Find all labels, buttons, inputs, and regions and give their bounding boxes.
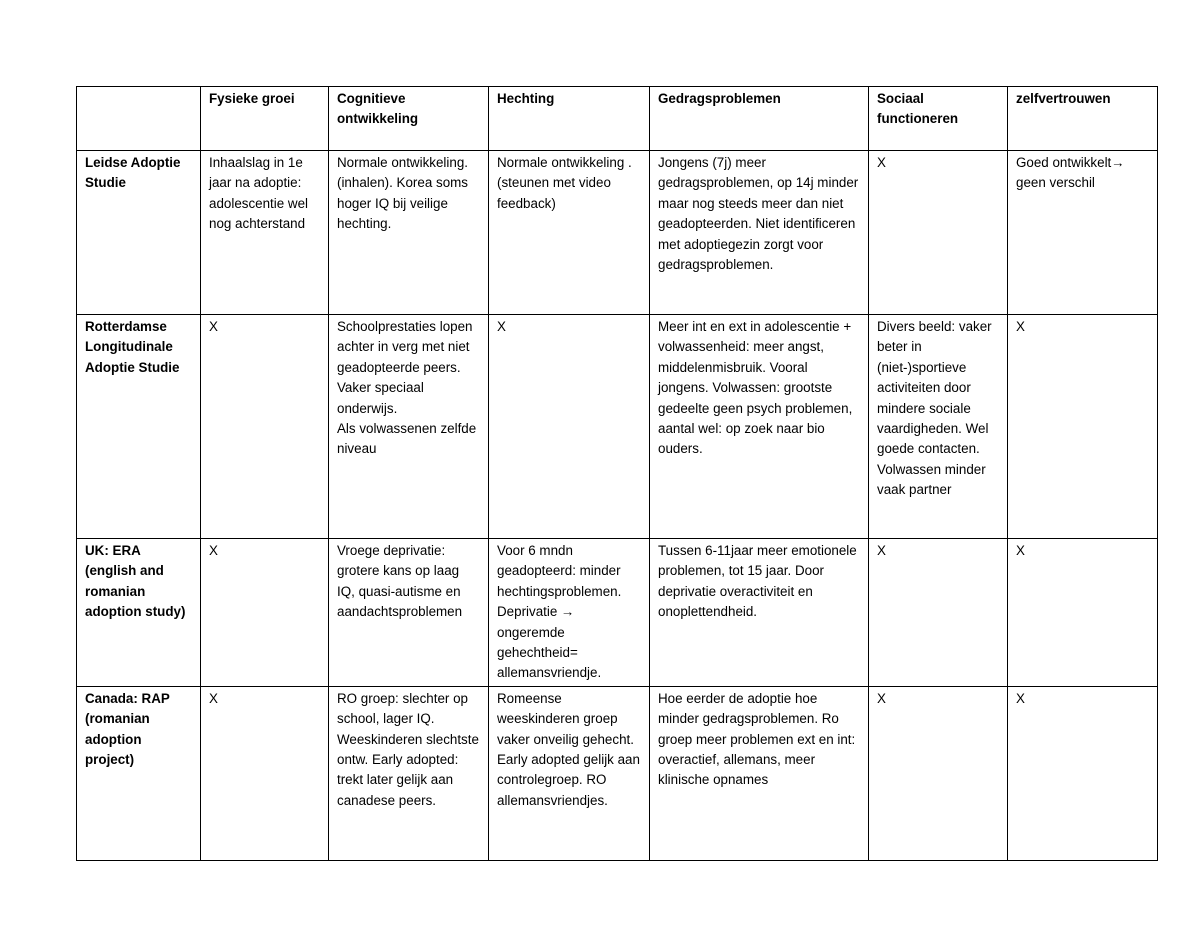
- table-cell: [201, 151, 329, 315]
- table-cell: [201, 686, 329, 860]
- cell-text: X: [877, 690, 886, 706]
- header-cell-sociaal-functioneren: Sociaal functioneren: [869, 87, 1008, 151]
- table-cell: [869, 315, 1008, 539]
- header-cell-hechting: Hechting: [489, 87, 650, 151]
- cell-text: X: [209, 543, 218, 558]
- cell-text: Jongens (7j) meer gedragsproblemen, op 14j minder maar nog steeds meer dan niet geadopteerden. Niet identificeren met adoptiegezin zorgt voor gedragsproblemen.: [658, 155, 859, 273]
- row-label: Canada: RAP (romanian adoption project): [77, 686, 201, 860]
- cell-text: X: [877, 543, 886, 558]
- comparison-table: [76, 86, 1158, 861]
- cell-text: X: [1016, 319, 1025, 334]
- table-cell: [489, 539, 650, 687]
- cell-text: X: [209, 690, 218, 706]
- table-row: [77, 151, 1158, 315]
- cell-text: X: [209, 319, 218, 334]
- header-cell-empty: [77, 87, 201, 151]
- cell-text: RO groep: slechter op school, lager IQ. Weeskinderen slechtste ontw. Early adopted: trekt later gelijk aan canadese peers.: [337, 690, 479, 808]
- table-cell: [329, 539, 489, 687]
- table-cell: [650, 686, 869, 860]
- header-cell-fysieke-groei: Fysieke groei: [201, 87, 329, 151]
- row-label: Rotterdamse Longitudinale Adoptie Studie: [77, 315, 201, 539]
- cell-text: Divers beeld: vaker beter in (niet-)sportieve activiteiten door mindere sociale vaardigheden. Wel goede contacten. Volwassen minder vaak partner: [877, 319, 992, 498]
- table-cell: [201, 539, 329, 687]
- table-cell: [489, 151, 650, 315]
- cell-text: Meer int en ext in adolescentie + volwassenheid: meer angst, middelenmisbruik. Vooral jongens. Volwassen: grootste gedeelte geen psych problemen, aantal wel: op zoek naar bio ouders.: [658, 319, 853, 457]
- cell-text: Inhaalslag in 1e jaar na adoptie: adolescentie wel nog achterstand: [209, 155, 309, 232]
- header-cell-zelfvertrouwen: zelfvertrouwen: [1008, 87, 1158, 151]
- table-cell: [1008, 539, 1158, 687]
- table-cell: [650, 315, 869, 539]
- cell-text: Romeense weeskinderen groep vaker onveilig gehecht. Early adopted gelijk aan controlegroep. RO allemansvriendjes.: [497, 690, 640, 808]
- table-cell: [869, 151, 1008, 315]
- table-cell: [1008, 315, 1158, 539]
- table-cell: [869, 686, 1008, 860]
- table-cell: [1008, 686, 1158, 860]
- cell-text: Tussen 6-11jaar meer emotionele problemen, tot 15 jaar. Door deprivatie overactiviteit en onoplettendheid.: [658, 543, 857, 620]
- cell-text: Normale ontwikkeling. (inhalen). Korea soms hoger IQ bij veilige hechting.: [337, 155, 468, 232]
- cell-text: Goed ontwikkelt→ geen verschil: [1016, 155, 1125, 191]
- header-cell-gedragsproblemen: Gedragsproblemen: [650, 87, 869, 151]
- cell-text: Hoe eerder de adoptie hoe minder gedragsproblemen. Ro groep meer problemen ext en int: overactief, allemans, meer klinische opnames: [658, 690, 856, 788]
- row-label: UK: ERA (english and romanian adoption study): [77, 539, 201, 687]
- table-cell: [650, 539, 869, 687]
- header-cell-cognitieve-ontwikkeling: Cognitieve ontwikkeling: [329, 87, 489, 151]
- cell-text: Voor 6 mndn geadopteerd: minder hechtingsproblemen. Deprivatie → ongeremde gehechtheid= allemansvriendje.: [497, 543, 622, 681]
- cell-text: X: [497, 319, 506, 334]
- table-cell: [329, 151, 489, 315]
- cell-text: Schoolprestaties lopen achter in verg met niet geadopteerde peers. Vaker speciaal onderwijs. Als volwassenen zelfde niveau: [337, 319, 477, 457]
- table-cell: [329, 315, 489, 539]
- table-cell: [869, 539, 1008, 687]
- table-cell: [650, 151, 869, 315]
- table-row: [77, 539, 1158, 687]
- cell-text: Normale ontwikkeling . (steunen met video feedback): [497, 155, 632, 211]
- table-cell: [1008, 151, 1158, 315]
- table-cell: [329, 686, 489, 860]
- cell-text: X: [877, 155, 886, 170]
- cell-text: Vroege deprivatie: grotere kans op laag IQ, quasi-autisme en aandachtsproblemen: [337, 543, 463, 620]
- cell-text: X: [1016, 690, 1025, 706]
- row-label: Leidse Adoptie Studie: [77, 151, 201, 315]
- header-row: [77, 87, 1158, 151]
- table-row: [77, 315, 1158, 539]
- table-cell: [489, 315, 650, 539]
- table-cell: [489, 686, 650, 860]
- table-row: [77, 686, 1158, 860]
- cell-text: X: [1016, 543, 1025, 558]
- table-cell: [201, 315, 329, 539]
